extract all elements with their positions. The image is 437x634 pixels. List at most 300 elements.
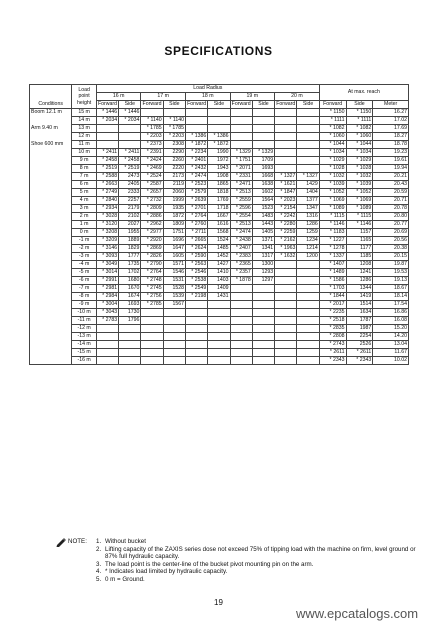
value-cell <box>208 349 230 357</box>
value-cell <box>96 341 118 349</box>
value-cell: 1889 <box>119 237 141 245</box>
value-cell: * 2034 <box>96 117 118 125</box>
value-cell: * 1327 <box>297 173 319 181</box>
condition-cell: Arm 9.40 m <box>30 125 72 133</box>
value-cell: * 2962 <box>141 221 163 229</box>
value-cell: * 2549 <box>185 285 207 293</box>
value-cell: * 1878 <box>230 277 252 285</box>
value-cell <box>141 333 163 341</box>
value-cell: 2260 <box>163 157 185 165</box>
value-cell <box>96 125 118 133</box>
value-cell <box>252 317 274 325</box>
value-cell: * 2331 <box>230 173 252 181</box>
header-meter: Meter <box>373 101 409 109</box>
condition-cell <box>30 149 72 157</box>
note-number: 3. <box>96 560 102 568</box>
note-item <box>96 576 416 584</box>
load-point-height-cell: 2 m <box>72 213 97 221</box>
table-row <box>30 133 409 141</box>
value-cell <box>185 325 207 333</box>
condition-cell <box>30 181 72 189</box>
condition-cell <box>30 293 72 301</box>
value-cell: * 2743 <box>319 341 346 349</box>
value-cell: * 2023 <box>275 197 297 205</box>
value-cell: 18.78 <box>373 141 409 149</box>
value-cell: * 2424 <box>141 157 163 165</box>
note-text: * Indicates load limited by hydraulic capacity. <box>105 568 228 576</box>
condition-cell <box>30 333 72 341</box>
condition-cell <box>30 309 72 317</box>
load-point-height-cell: 6 m <box>72 181 97 189</box>
value-cell: * 1039 <box>346 181 373 189</box>
header-side: Side <box>252 101 274 109</box>
value-cell: * 1146 <box>319 221 346 229</box>
value-cell: 2405 <box>119 181 141 189</box>
value-cell: * 1785 <box>163 125 185 133</box>
value-cell: * 2365 <box>230 261 252 269</box>
value-cell <box>275 109 297 117</box>
table-row <box>30 125 409 133</box>
value-cell <box>275 125 297 133</box>
value-cell: * 2624 <box>185 245 207 253</box>
value-cell: 2119 <box>163 181 185 189</box>
value-cell <box>163 357 185 365</box>
condition-cell <box>30 197 72 205</box>
value-cell: 1571 <box>163 261 185 269</box>
table-row <box>30 309 409 317</box>
value-cell: 1297 <box>252 277 274 285</box>
table-row <box>30 189 409 197</box>
value-cell: * 2748 <box>141 277 163 285</box>
value-cell <box>141 357 163 365</box>
value-cell <box>96 141 118 149</box>
load-point-height-cell: -12 m <box>72 325 97 333</box>
value-cell: * 2657 <box>141 189 163 197</box>
load-point-height-cell: 5 m <box>72 189 97 197</box>
note-item <box>96 568 416 576</box>
value-cell: 20.78 <box>373 205 409 213</box>
value-cell: * 2785 <box>141 301 163 309</box>
value-cell <box>230 325 252 333</box>
value-cell <box>230 357 252 365</box>
value-cell: * 2665 <box>185 237 207 245</box>
value-cell <box>297 349 319 357</box>
header-row-1 <box>30 85 409 93</box>
value-cell: * 2034 <box>119 117 141 125</box>
value-cell: * 1039 <box>319 181 346 189</box>
value-cell: 2060 <box>163 189 185 197</box>
header-radius: 17 m <box>141 93 186 101</box>
value-cell <box>275 133 297 141</box>
value-cell <box>275 341 297 349</box>
value-cell: * 1329 <box>252 149 274 157</box>
value-cell <box>297 109 319 117</box>
value-cell: 18.14 <box>373 293 409 301</box>
value-cell: * 2790 <box>141 261 163 269</box>
value-cell: 1777 <box>119 253 141 261</box>
condition-cell <box>30 237 72 245</box>
value-cell <box>119 357 141 365</box>
value-cell: * 2458 <box>96 157 118 165</box>
value-cell: * 1632 <box>275 253 297 261</box>
value-cell <box>252 349 274 357</box>
value-cell: 1829 <box>119 245 141 253</box>
load-point-height-cell: -10 m <box>72 309 97 317</box>
value-cell: 1185 <box>346 253 373 261</box>
header-radius: 19 m <box>230 93 275 101</box>
value-cell: 20.15 <box>373 253 409 261</box>
value-cell <box>230 317 252 325</box>
value-cell: * 1386 <box>208 133 230 141</box>
value-cell: 2179 <box>119 205 141 213</box>
value-cell: 1999 <box>163 197 185 205</box>
value-cell: * 2234 <box>185 149 207 157</box>
value-cell <box>141 317 163 325</box>
value-cell: 1403 <box>208 277 230 285</box>
value-cell: * 1963 <box>275 245 297 253</box>
load-point-height-cell: -14 m <box>72 341 97 349</box>
value-cell <box>208 341 230 349</box>
value-cell: * 2407 <box>230 245 252 253</box>
value-cell: 2290 <box>163 149 185 157</box>
value-cell: * 2587 <box>141 181 163 189</box>
value-cell: * 1028 <box>346 165 373 173</box>
value-cell: * 1386 <box>185 133 207 141</box>
value-cell: 1317 <box>252 253 274 261</box>
value-cell <box>297 277 319 285</box>
table-row <box>30 325 409 333</box>
value-cell: * 1844 <box>319 293 346 301</box>
value-cell: 1568 <box>208 229 230 237</box>
value-cell <box>252 285 274 293</box>
value-cell: * 1140 <box>141 117 163 125</box>
load-point-height-cell: 7 m <box>72 173 97 181</box>
table-row <box>30 205 409 213</box>
value-cell <box>297 133 319 141</box>
value-cell: * 1872 <box>208 141 230 149</box>
value-cell: * 2524 <box>141 173 163 181</box>
table-row <box>30 253 409 261</box>
value-cell: * 2711 <box>185 229 207 237</box>
value-cell: * 3049 <box>96 261 118 269</box>
value-cell: * 2383 <box>230 253 252 261</box>
table-row <box>30 277 409 285</box>
value-cell: * 1082 <box>319 125 346 133</box>
value-cell: 1485 <box>208 245 230 253</box>
value-cell: 1157 <box>346 229 373 237</box>
value-cell <box>163 349 185 357</box>
value-cell: 1605 <box>163 253 185 261</box>
value-cell: * 2259 <box>275 229 297 237</box>
value-cell: 1602 <box>252 189 274 197</box>
value-cell: 20.43 <box>373 181 409 189</box>
value-cell <box>230 301 252 309</box>
value-cell: * 1621 <box>275 181 297 189</box>
value-cell: * 2835 <box>319 325 346 333</box>
value-cell: 1208 <box>346 261 373 269</box>
value-cell: 1616 <box>208 221 230 229</box>
note-item <box>96 561 416 569</box>
value-cell: * 2546 <box>185 269 207 277</box>
value-cell: 1955 <box>119 229 141 237</box>
value-cell: 2473 <box>119 173 141 181</box>
value-cell: * 2198 <box>185 293 207 301</box>
value-cell: * 1052 <box>319 189 346 197</box>
value-cell <box>297 125 319 133</box>
value-cell: * 1751 <box>230 157 252 165</box>
value-cell <box>185 341 207 349</box>
condition-cell <box>30 157 72 165</box>
header-forward: Forward <box>97 101 118 108</box>
value-cell <box>119 349 141 357</box>
value-cell: 20.21 <box>373 173 409 181</box>
condition-cell <box>30 349 72 357</box>
value-cell: * 1150 <box>346 109 373 117</box>
value-cell <box>275 277 297 285</box>
value-cell: * 1115 <box>319 213 346 221</box>
value-cell <box>275 309 297 317</box>
value-cell: 1483 <box>252 213 274 221</box>
value-cell <box>119 341 141 349</box>
condition-cell <box>30 213 72 221</box>
value-cell: * 1337 <box>319 253 346 261</box>
value-cell: * 1847 <box>275 189 297 197</box>
value-cell: 20.80 <box>373 213 409 221</box>
condition-cell <box>30 341 72 349</box>
value-cell <box>297 141 319 149</box>
value-cell: 1234 <box>297 237 319 245</box>
page-title: SPECIFICATIONS <box>164 44 273 58</box>
value-cell: 1405 <box>252 229 274 237</box>
value-cell: 2220 <box>163 165 185 173</box>
value-cell: 1730 <box>119 309 141 317</box>
value-cell <box>208 357 230 365</box>
value-cell <box>96 133 118 141</box>
value-cell: * 2343 <box>346 357 373 365</box>
value-cell: * 1069 <box>319 197 346 205</box>
value-cell: 1787 <box>346 317 373 325</box>
value-cell <box>163 109 185 117</box>
value-cell <box>185 117 207 125</box>
value-cell: * 2783 <box>96 317 118 325</box>
value-cell <box>230 285 252 293</box>
pencil-note-icon <box>56 538 68 547</box>
header-radius: 16 m <box>96 93 141 101</box>
value-cell: 2308 <box>163 141 185 149</box>
table-row <box>30 301 409 309</box>
header-conditions: Conditions <box>30 85 72 109</box>
value-cell: * 2579 <box>185 189 207 197</box>
value-cell: * 2596 <box>230 205 252 213</box>
value-cell: * 2513 <box>230 221 252 229</box>
value-cell: 1431 <box>208 293 230 301</box>
note-number: 2. <box>96 545 102 553</box>
value-cell <box>208 117 230 125</box>
value-cell: 2027 <box>119 221 141 229</box>
condition-cell <box>30 173 72 181</box>
value-cell <box>208 325 230 333</box>
value-cell <box>185 309 207 317</box>
value-cell: * 2432 <box>185 165 207 173</box>
value-cell <box>275 317 297 325</box>
value-cell: * 3208 <box>96 229 118 237</box>
value-cell: * 1034 <box>346 149 373 157</box>
load-point-height-cell: 13 m <box>72 125 97 133</box>
value-cell: * 1146 <box>346 221 373 229</box>
load-point-height-cell: 9 m <box>72 157 97 165</box>
header-side: Side <box>119 101 141 109</box>
load-point-height-cell: 8 m <box>72 165 97 173</box>
value-cell: * 2981 <box>96 285 118 293</box>
value-cell <box>96 333 118 341</box>
header-forward: Forward <box>187 101 207 108</box>
load-point-height-cell: 4 m <box>72 197 97 205</box>
value-cell: 1177 <box>346 245 373 253</box>
value-cell <box>275 349 297 357</box>
value-cell: 20.71 <box>373 197 409 205</box>
value-cell: * 2203 <box>141 133 163 141</box>
value-cell: 14.20 <box>373 333 409 341</box>
value-cell: 1200 <box>297 253 319 261</box>
value-cell: 16.27 <box>373 109 409 117</box>
value-cell: * 2343 <box>319 357 346 365</box>
value-cell: * 3014 <box>96 269 118 277</box>
value-cell: 17.54 <box>373 301 409 309</box>
value-cell: * 1407 <box>319 261 346 269</box>
load-point-height-cell: 11 m <box>72 141 97 149</box>
value-cell: 1865 <box>208 181 230 189</box>
value-cell <box>163 325 185 333</box>
value-cell <box>230 109 252 117</box>
value-cell: 1634 <box>346 309 373 317</box>
value-cell: * 2411 <box>119 149 141 157</box>
value-cell: * 2826 <box>141 253 163 261</box>
table-row <box>30 333 409 341</box>
value-cell <box>252 325 274 333</box>
value-cell: * 1446 <box>119 109 141 117</box>
value-cell: * 2764 <box>141 269 163 277</box>
value-cell: 1751 <box>163 229 185 237</box>
value-cell: * 3146 <box>96 245 118 253</box>
value-cell: * 2934 <box>96 205 118 213</box>
value-cell: * 2809 <box>141 205 163 213</box>
value-cell: * 2840 <box>96 197 118 205</box>
value-cell: * 1029 <box>346 157 373 165</box>
value-cell: * 2756 <box>141 293 163 301</box>
value-cell: 2173 <box>163 173 185 181</box>
value-cell: 1647 <box>163 245 185 253</box>
value-cell: * 3028 <box>96 213 118 221</box>
value-cell: 1286 <box>297 221 319 229</box>
value-cell: 16.08 <box>373 317 409 325</box>
value-cell <box>297 341 319 349</box>
value-cell <box>275 285 297 293</box>
value-cell: 1935 <box>163 205 185 213</box>
value-cell: * 1032 <box>346 173 373 181</box>
value-cell: * 2411 <box>96 149 118 157</box>
table-row <box>30 197 409 205</box>
table-row <box>30 149 409 157</box>
value-cell: * 1069 <box>346 197 373 205</box>
value-cell: 1990 <box>208 149 230 157</box>
load-point-height-cell: -13 m <box>72 333 97 341</box>
value-cell <box>96 349 118 357</box>
header-at-max-reach: At max. reach <box>319 85 408 101</box>
header-side: Side <box>297 101 319 109</box>
table-row <box>30 245 409 253</box>
value-cell: * 2518 <box>319 317 346 325</box>
value-cell: 18.67 <box>373 285 409 293</box>
condition-cell <box>30 133 72 141</box>
value-cell: 1667 <box>208 213 230 221</box>
value-cell <box>141 341 163 349</box>
value-cell: * 2611 <box>319 349 346 357</box>
value-cell: 19.13 <box>373 277 409 285</box>
table-row <box>30 109 409 117</box>
table-row <box>30 285 409 293</box>
value-cell <box>297 157 319 165</box>
value-cell: * 1150 <box>319 109 346 117</box>
value-cell: 1668 <box>252 173 274 181</box>
load-point-height-cell: -4 m <box>72 261 97 269</box>
value-cell: 1452 <box>208 253 230 261</box>
condition-cell <box>30 317 72 325</box>
value-cell: * 2869 <box>141 245 163 253</box>
load-point-height-cell: -16 m <box>72 357 97 365</box>
value-cell <box>275 165 297 173</box>
value-cell: 1818 <box>208 189 230 197</box>
value-cell <box>275 293 297 301</box>
condition-cell <box>30 301 72 309</box>
value-cell: 1419 <box>346 293 373 301</box>
value-cell: * 2920 <box>141 237 163 245</box>
value-cell <box>119 133 141 141</box>
value-cell: 2254 <box>346 333 373 341</box>
value-cell <box>208 109 230 117</box>
value-cell <box>141 309 163 317</box>
value-cell: 1214 <box>297 245 319 253</box>
value-cell <box>297 309 319 317</box>
value-cell: * 2538 <box>185 277 207 285</box>
value-cell: * 1446 <box>96 109 118 117</box>
value-cell <box>185 109 207 117</box>
value-cell <box>275 117 297 125</box>
header-radius: 20 m <box>275 93 320 101</box>
note-text: The load point is the center-line of the bucket pivot mounting pin on the arm. <box>105 560 314 568</box>
value-cell: * 2523 <box>185 181 207 189</box>
value-cell: * 2017 <box>319 301 346 309</box>
header-forward: Forward <box>142 101 162 108</box>
value-cell: 1286 <box>346 277 373 285</box>
note-item <box>96 538 416 546</box>
value-cell: * 1872 <box>185 141 207 149</box>
value-cell: * 2474 <box>230 229 252 237</box>
value-cell: * 1111 <box>319 117 346 125</box>
note-number: 1. <box>96 538 102 545</box>
table-row <box>30 181 409 189</box>
value-cell: 1809 <box>163 221 185 229</box>
value-cell: 1443 <box>252 221 274 229</box>
table-row <box>30 141 409 149</box>
value-cell: 1908 <box>208 173 230 181</box>
value-cell <box>275 261 297 269</box>
value-cell: * 2469 <box>141 165 163 173</box>
condition-cell <box>30 165 72 173</box>
value-cell <box>141 349 163 357</box>
value-cell: 1300 <box>252 261 274 269</box>
value-cell <box>185 349 207 357</box>
value-cell: 19.87 <box>373 261 409 269</box>
